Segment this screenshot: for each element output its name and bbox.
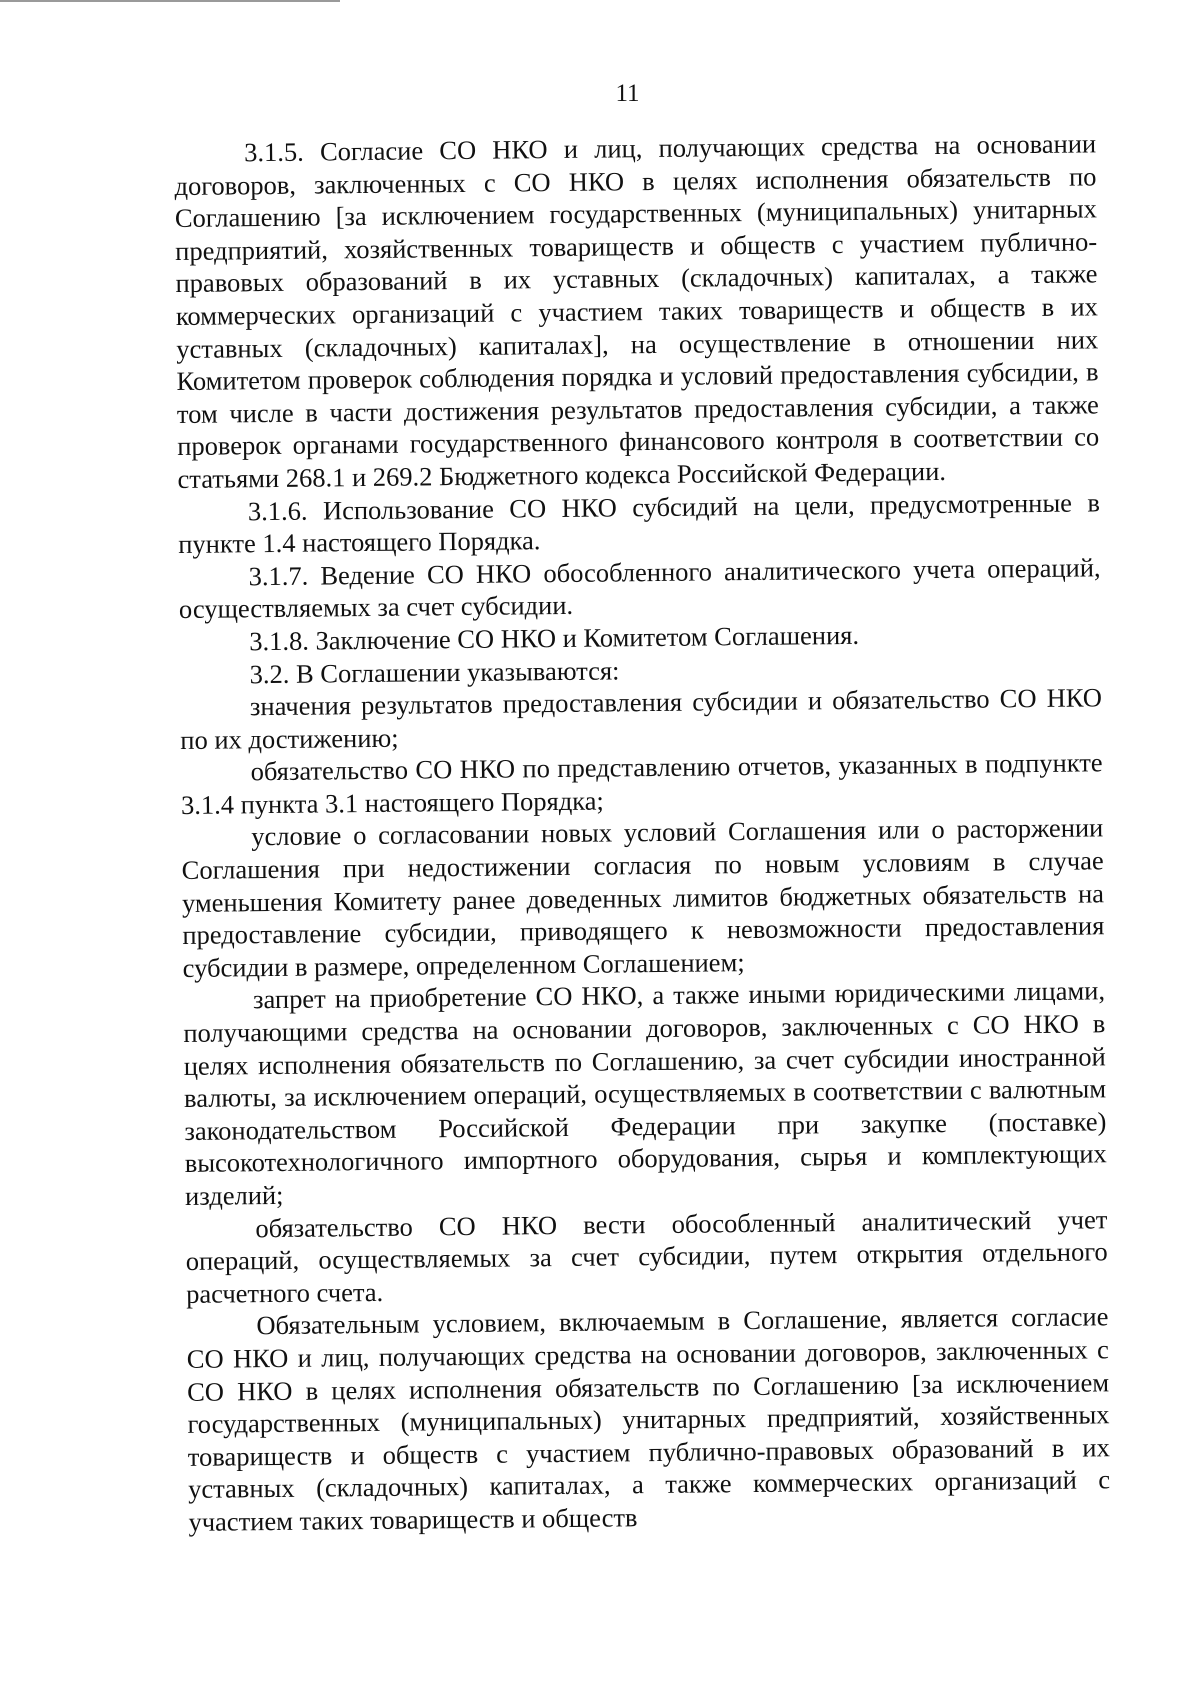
paragraph-3-1-5: 3.1.5. Согласие СО НКО и лиц, получающих средства на основании договоров, заключенных с СО НКО в целях исполнения обязательств по Соглашению [за исключением государственных (муниципальных) унитарных предприятий, хозяйственных товариществ и обществ с участием публично-правовых образований в их уставных (складочных) капиталах, а также коммерческих организаций с участием таких товариществ и обществ в их уставных (складочных) капиталах], на осуществление в отношении них Комитетом проверок соблюдения порядка и условий предоставления субсидии, в том числе в части достижения результатов предоставления субсидии, а также проверок органами государственного финансового контроля в соответствии со статьями 268.1 и 269.2 Бюджетного кодекса Российской Федерации. [174,128,1100,494]
paragraph-3-2: 3.2. В Соглашении указываются: [249,654,620,689]
scan-edge-line [0,0,340,2]
page-number: 11 [615,80,640,107]
paragraph-3-1-7: 3.1.7. Ведение СО НКО обособленного аналитического учета операций, осуществляемых за счет субсидии. [178,552,1101,625]
paragraph-reports-obligation: обязательство СО НКО по представлению отчетов, указанных в подпункте 3.1.4 пункта 3.1 настоящего Порядка; [180,747,1103,820]
paragraph-currency-ban: запрет на приобретение СО НКО, а также иными юридическими лицами, получающими средства на основании договоров, заключенных с СО НКО в целях исполнения обязательств по Соглашению, за счет субсидии иностранной валюты, за исключением операций, осуществляемых в соответствии с валютным законодательством Российской Федерации при закупке (поставке) высокотехнологичного импортного оборудования, сырья и комплектующих изделий; [183,975,1107,1211]
paragraph-new-conditions: условие о согласовании новых условий Соглашения или о расторжении Соглашения при недостижении согласия по новым условиям в случае уменьшения Комитету ранее доведенных лимитов бюджетных обязательств на предоставление субсидии, приводящего к невозможности предоставления субсидии в размере, определенном Соглашением; [181,812,1105,983]
paragraph-mandatory-condition: Обязательным условием, включаемым в Соглашение, является согласие СО НКО и лиц, получающих средства на основании договоров, заключенных с СО НКО в целях исполнения обязательств по Соглашению [за исключением государственных (муниципальных) унитарных предприятий, хозяйственных товариществ и обществ с участием публично-правовых образований в их уставных (складочных) капиталах, а также коммерческих организаций с участием таких товариществ и обществ [186,1301,1111,1537]
paragraph-separate-accounting: обязательство СО НКО вести обособленный аналитический учет операций, осуществляемых за счет субсидии, путем открытия отдельного расчетного счета. [185,1203,1108,1309]
paragraph-results-values: значения результатов предоставления субсидии и обязательство СО НКО по их достижению; [180,682,1103,755]
paragraph-3-1-8: 3.1.8. Заключение СО НКО и Комитетом Соглашения. [249,619,860,657]
document-body [174,127,1111,1538]
paragraph-3-1-6: 3.1.6. Использование СО НКО субсидий на цели, предусмотренные в пункте 1.4 настоящего Порядка. [178,486,1101,560]
